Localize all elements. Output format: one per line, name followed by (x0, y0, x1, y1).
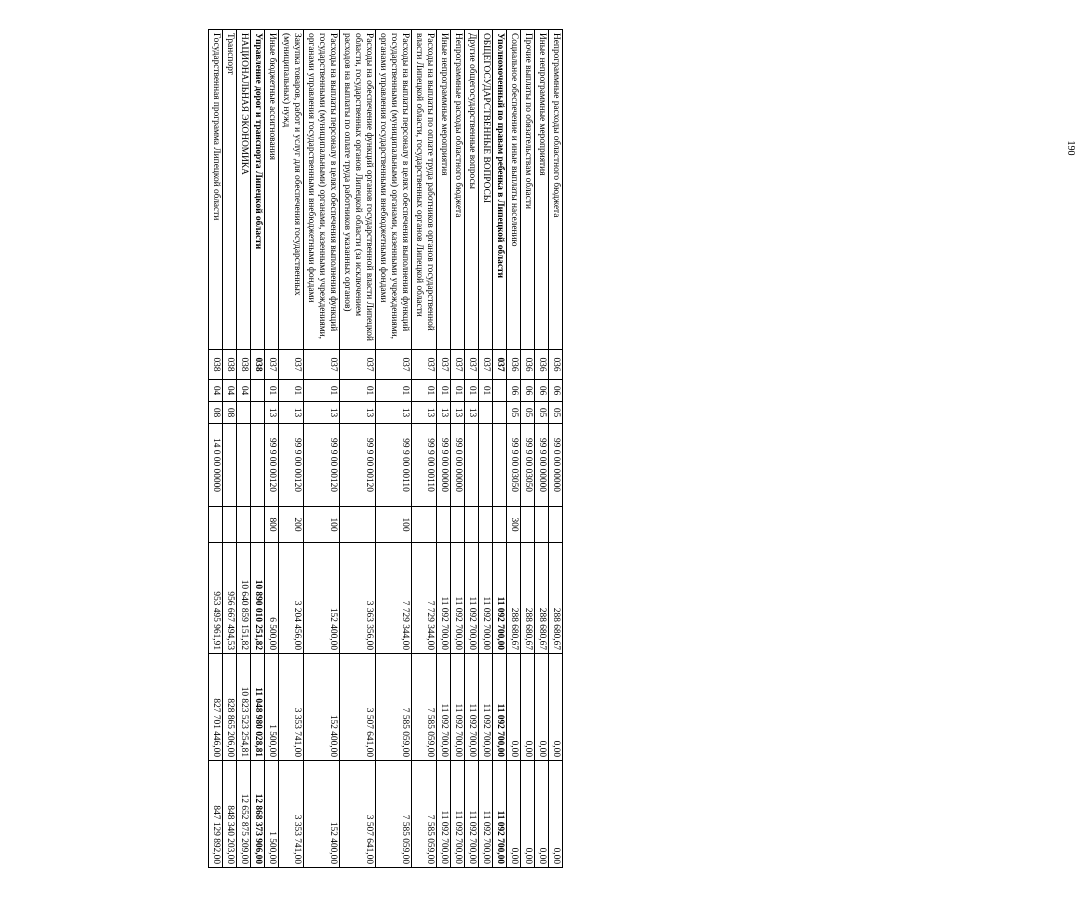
table-row (340, 30, 376, 868)
row-code-type: 100 (304, 507, 340, 543)
row-amount-2: 11 092 700,00 (437, 654, 451, 761)
row-name: Иные бюджетные ассигнования (265, 30, 279, 350)
row-name: Транспорт (223, 30, 237, 350)
row-amount-2: 1 500,00 (265, 654, 279, 761)
row-amount-2: 10 823 523 254,81 (237, 654, 251, 761)
row-code-section: 01 (437, 380, 451, 402)
row-code-admin: 037 (340, 350, 376, 380)
row-code-section: 06 (507, 380, 521, 402)
row-code-section: 01 (376, 380, 412, 402)
row-amount-3: 12 652 875 209,00 (237, 761, 251, 868)
row-amount-3: 847 129 892,00 (209, 761, 223, 868)
row-code-subsection (493, 402, 507, 424)
row-amount-3: 0,00 (507, 761, 521, 868)
row-code-subsection: 13 (340, 402, 376, 424)
row-code-target: 99 9 00 00120 (279, 424, 304, 507)
row-name: Социальное обеспечение и иные выплаты населению (507, 30, 521, 350)
row-code-section: 04 (237, 380, 251, 402)
row-amount-3: 11 092 700,00 (479, 761, 493, 868)
row-code-subsection: 05 (521, 402, 535, 424)
row-code-target (493, 424, 507, 507)
row-code-subsection (251, 402, 265, 424)
row-code-admin: 037 (451, 350, 465, 380)
row-code-section: 01 (465, 380, 479, 402)
budget-table (208, 29, 563, 868)
table-row (465, 30, 479, 868)
table-row (265, 30, 279, 868)
table-row (251, 30, 265, 868)
row-name: Управление дорог и транспорта Липецкой области (251, 30, 265, 350)
row-code-type (209, 507, 223, 543)
row-amount-2: 11 048 980 028,81 (251, 654, 265, 761)
row-code-admin: 038 (251, 350, 265, 380)
row-amount-1: 288 680,67 (535, 543, 549, 654)
row-code-section (493, 380, 507, 402)
row-code-admin: 036 (549, 350, 563, 380)
row-code-subsection: 13 (437, 402, 451, 424)
table-row (521, 30, 535, 868)
table-row (535, 30, 549, 868)
row-code-target (237, 424, 251, 507)
row-code-admin: 037 (479, 350, 493, 380)
row-amount-3: 12 868 373 906,00 (251, 761, 265, 868)
row-name: Государственная программа Липецкой области (209, 30, 223, 350)
row-code-admin: 037 (376, 350, 412, 380)
row-amount-3: 11 092 700,00 (451, 761, 465, 868)
row-code-admin: 038 (237, 350, 251, 380)
row-code-admin: 037 (412, 350, 437, 380)
row-amount-2: 152 400,00 (304, 654, 340, 761)
row-code-section: 01 (265, 380, 279, 402)
row-amount-1: 11 092 700,00 (479, 543, 493, 654)
row-amount-1: 6 500,00 (265, 543, 279, 654)
row-code-admin: 036 (521, 350, 535, 380)
row-code-section (251, 380, 265, 402)
row-code-subsection: 13 (412, 402, 437, 424)
row-amount-1: 3 363 356,00 (340, 543, 376, 654)
row-code-type (251, 507, 265, 543)
row-code-subsection: 05 (507, 402, 521, 424)
row-code-section: 01 (479, 380, 493, 402)
row-code-section: 01 (412, 380, 437, 402)
row-code-type (493, 507, 507, 543)
row-code-type (437, 507, 451, 543)
row-code-type: 200 (279, 507, 304, 543)
row-code-type (535, 507, 549, 543)
row-code-admin: 036 (535, 350, 549, 380)
row-amount-2: 11 092 700,00 (465, 654, 479, 761)
row-code-subsection: 13 (279, 402, 304, 424)
row-code-target (251, 424, 265, 507)
budget-table-body (209, 30, 563, 868)
row-amount-1: 7 729 344,00 (376, 543, 412, 654)
row-code-target: 99 9 00 00110 (412, 424, 437, 507)
table-row (437, 30, 451, 868)
row-code-admin: 038 (223, 350, 237, 380)
row-code-section: 01 (340, 380, 376, 402)
row-code-admin: 036 (507, 350, 521, 380)
row-amount-1: 7 729 344,00 (412, 543, 437, 654)
row-amount-2: 11 092 700,00 (451, 654, 465, 761)
page-number: 190 (1065, 140, 1076, 156)
row-code-type (340, 507, 376, 543)
table-row (223, 30, 237, 868)
row-amount-3: 0,00 (535, 761, 549, 868)
row-code-section: 06 (535, 380, 549, 402)
row-name: Непрограммные расходы областного бюджета (549, 30, 563, 350)
row-code-target: 99 0 00 00000 (549, 424, 563, 507)
row-name: Расходы на выплаты персоналу в целях обеспечения выполнения функций государственными (муниципальными) органами, казенными учреждениями, органами управления государственными внебюджетными фондами (376, 30, 412, 350)
row-amount-3: 848 340 203,00 (223, 761, 237, 868)
table-row (479, 30, 493, 868)
table-row (549, 30, 563, 868)
row-amount-1: 288 680,67 (549, 543, 563, 654)
row-code-subsection: 05 (549, 402, 563, 424)
rotated-page (73, 29, 563, 867)
row-code-type (465, 507, 479, 543)
row-code-target: 99 0 00 00000 (451, 424, 465, 507)
row-amount-1: 11 092 700,00 (465, 543, 479, 654)
row-amount-1: 11 092 700,00 (437, 543, 451, 654)
row-amount-3: 7 585 059,00 (376, 761, 412, 868)
row-code-type (549, 507, 563, 543)
row-name: Расходы на выплаты персоналу в целях обеспечения выполнения функций государственными (муниципальными) органами, казенными учреждениями, органами управления государственными внебюджетными фондами (304, 30, 340, 350)
row-code-target (465, 424, 479, 507)
row-amount-1: 288 680,67 (521, 543, 535, 654)
table-row (237, 30, 251, 868)
row-amount-2: 0,00 (549, 654, 563, 761)
row-name: Иные непрограммные мероприятия (437, 30, 451, 350)
row-code-target: 99 9 00 00000 (535, 424, 549, 507)
row-amount-3: 7 585 059,00 (412, 761, 437, 868)
row-code-type (521, 507, 535, 543)
row-code-target (479, 424, 493, 507)
row-code-admin: 037 (465, 350, 479, 380)
row-amount-1: 10 640 859 151,82 (237, 543, 251, 654)
row-code-section: 06 (549, 380, 563, 402)
row-code-target: 99 9 00 00000 (437, 424, 451, 507)
row-code-type: 800 (265, 507, 279, 543)
row-code-section: 01 (279, 380, 304, 402)
row-code-target: 14 0 00 00000 (209, 424, 223, 507)
row-code-subsection: 08 (209, 402, 223, 424)
row-code-subsection: 13 (376, 402, 412, 424)
row-amount-1: 11 092 700,00 (451, 543, 465, 654)
row-amount-1: 3 204 456,00 (279, 543, 304, 654)
row-code-type (237, 507, 251, 543)
row-code-target: 99 9 00 00110 (376, 424, 412, 507)
row-code-subsection: 08 (223, 402, 237, 424)
table-row (209, 30, 223, 868)
row-amount-2: 827 701 446,00 (209, 654, 223, 761)
row-code-admin: 037 (279, 350, 304, 380)
row-name: Уполномоченный по правам ребенка в Липецкой области (493, 30, 507, 350)
row-amount-3: 152 400,00 (304, 761, 340, 868)
row-amount-3: 1 500,00 (265, 761, 279, 868)
row-code-subsection: 13 (465, 402, 479, 424)
row-amount-2: 11 092 700,00 (479, 654, 493, 761)
row-code-admin: 037 (304, 350, 340, 380)
row-amount-1: 288 680,67 (507, 543, 521, 654)
row-amount-3: 0,00 (521, 761, 535, 868)
row-code-type: 300 (507, 507, 521, 543)
row-amount-2: 0,00 (507, 654, 521, 761)
row-code-admin: 037 (437, 350, 451, 380)
row-amount-1: 956 667 494,53 (223, 543, 237, 654)
row-code-subsection (479, 402, 493, 424)
row-code-target: 99 9 00 00120 (304, 424, 340, 507)
row-amount-3: 11 092 700,00 (493, 761, 507, 868)
row-code-type (412, 507, 437, 543)
row-code-section: 04 (223, 380, 237, 402)
row-name: Непрограммные расходы областного бюджета (451, 30, 465, 350)
table-row (451, 30, 465, 868)
row-code-target: 99 9 00 03050 (507, 424, 521, 507)
row-amount-3: 0,00 (549, 761, 563, 868)
row-name: Закупка товаров, работ и услуг для обеспечения государственных (муниципальных) нужд (279, 30, 304, 350)
row-amount-1: 953 495 961,91 (209, 543, 223, 654)
row-code-type (451, 507, 465, 543)
row-amount-1: 11 092 700,00 (493, 543, 507, 654)
row-code-subsection: 13 (451, 402, 465, 424)
row-code-admin: 037 (493, 350, 507, 380)
row-code-type (479, 507, 493, 543)
row-code-section: 06 (521, 380, 535, 402)
row-amount-2: 3 353 741,00 (279, 654, 304, 761)
row-code-target: 99 9 00 00120 (340, 424, 376, 507)
row-code-subsection (237, 402, 251, 424)
row-amount-2: 0,00 (535, 654, 549, 761)
table-row (304, 30, 340, 868)
row-amount-2: 11 092 700,00 (493, 654, 507, 761)
row-name: Иные непрограммные мероприятия (535, 30, 549, 350)
table-row (493, 30, 507, 868)
row-code-section: 04 (209, 380, 223, 402)
row-amount-2: 3 507 641,00 (340, 654, 376, 761)
table-row (279, 30, 304, 868)
row-code-target: 99 9 00 03050 (521, 424, 535, 507)
row-amount-1: 152 400,00 (304, 543, 340, 654)
row-amount-3: 3 507 641,00 (340, 761, 376, 868)
row-code-subsection: 05 (535, 402, 549, 424)
row-amount-1: 10 890 010 251,82 (251, 543, 265, 654)
row-code-admin: 038 (209, 350, 223, 380)
row-name: ОБЩЕГОСУДАРСТВЕННЫЕ ВОПРОСЫ (479, 30, 493, 350)
row-name: Расходы на обеспечение функций органов государственной власти Липецкой области, государственных органов Липецкой области (за исключением расходов на выплаты по оплате труда работников указанных органов) (340, 30, 376, 350)
row-code-type (223, 507, 237, 543)
row-amount-2: 0,00 (521, 654, 535, 761)
row-name: Расходы на выплаты по оплате труда работников органов государственной власти Липецкой области, государственных органов Липецкой области (412, 30, 437, 350)
row-code-subsection: 13 (304, 402, 340, 424)
row-amount-3: 11 092 700,00 (437, 761, 451, 868)
row-code-subsection: 13 (265, 402, 279, 424)
row-amount-3: 11 092 700,00 (465, 761, 479, 868)
row-amount-3: 3 353 741,00 (279, 761, 304, 868)
table-row (507, 30, 521, 868)
row-code-type: 100 (376, 507, 412, 543)
table-row (412, 30, 437, 868)
row-amount-2: 828 865 206,00 (223, 654, 237, 761)
row-code-section: 01 (304, 380, 340, 402)
row-name: Прочие выплаты по обязательствам области (521, 30, 535, 350)
row-amount-2: 7 585 059,00 (376, 654, 412, 761)
row-code-admin: 037 (265, 350, 279, 380)
row-name: НАЦИОНАЛЬНАЯ ЭКОНОМИКА (237, 30, 251, 350)
row-name: Другие общегосударственные вопросы (465, 30, 479, 350)
table-row (376, 30, 412, 868)
row-code-target (223, 424, 237, 507)
row-amount-2: 7 585 059,00 (412, 654, 437, 761)
row-code-section: 01 (451, 380, 465, 402)
row-code-target: 99 9 00 00120 (265, 424, 279, 507)
